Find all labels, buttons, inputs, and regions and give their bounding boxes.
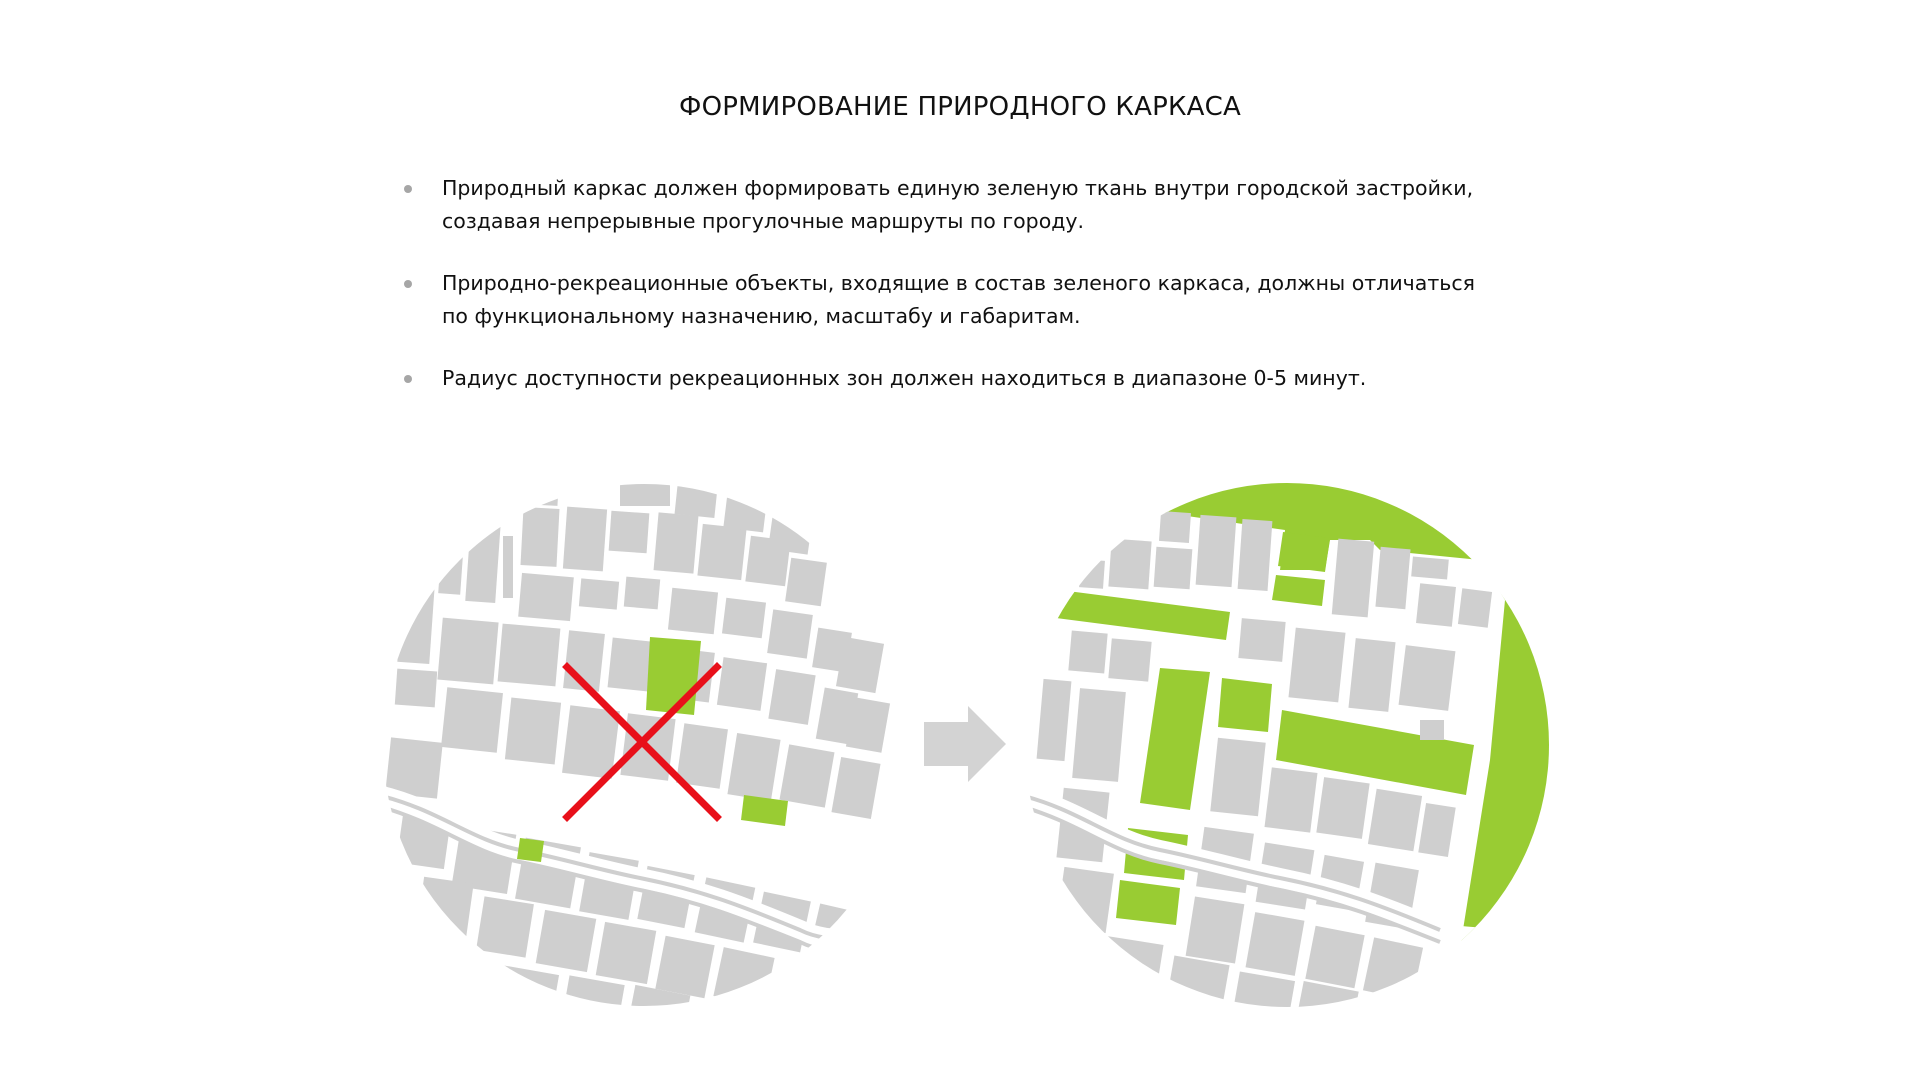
bullet-text-line: Природный каркас должен формировать единую зеленую ткань внутри городской застройки, [442, 176, 1474, 200]
bullet-text-line: по функциональному назначению, масштабу и габаритам. [442, 304, 1081, 328]
map-after-layer [1020, 480, 1560, 1025]
page-title: ФОРМИРОВАНИЕ ПРИРОДНОГО КАРКАСА [679, 92, 1241, 122]
bullet-text-line: создавая непрерывные прогулочные маршруты по городу. [442, 209, 1085, 233]
map-before-layer [378, 470, 910, 1025]
transition-arrow-icon [924, 706, 1006, 782]
bullet-text-line: Радиус доступности рекреационных зон должен находиться в диапазоне 0-5 минут. [442, 366, 1367, 390]
bullet-text-line: Природно-рекреационные объекты, входящие в состав зеленого каркаса, должны отличаться [442, 271, 1475, 295]
